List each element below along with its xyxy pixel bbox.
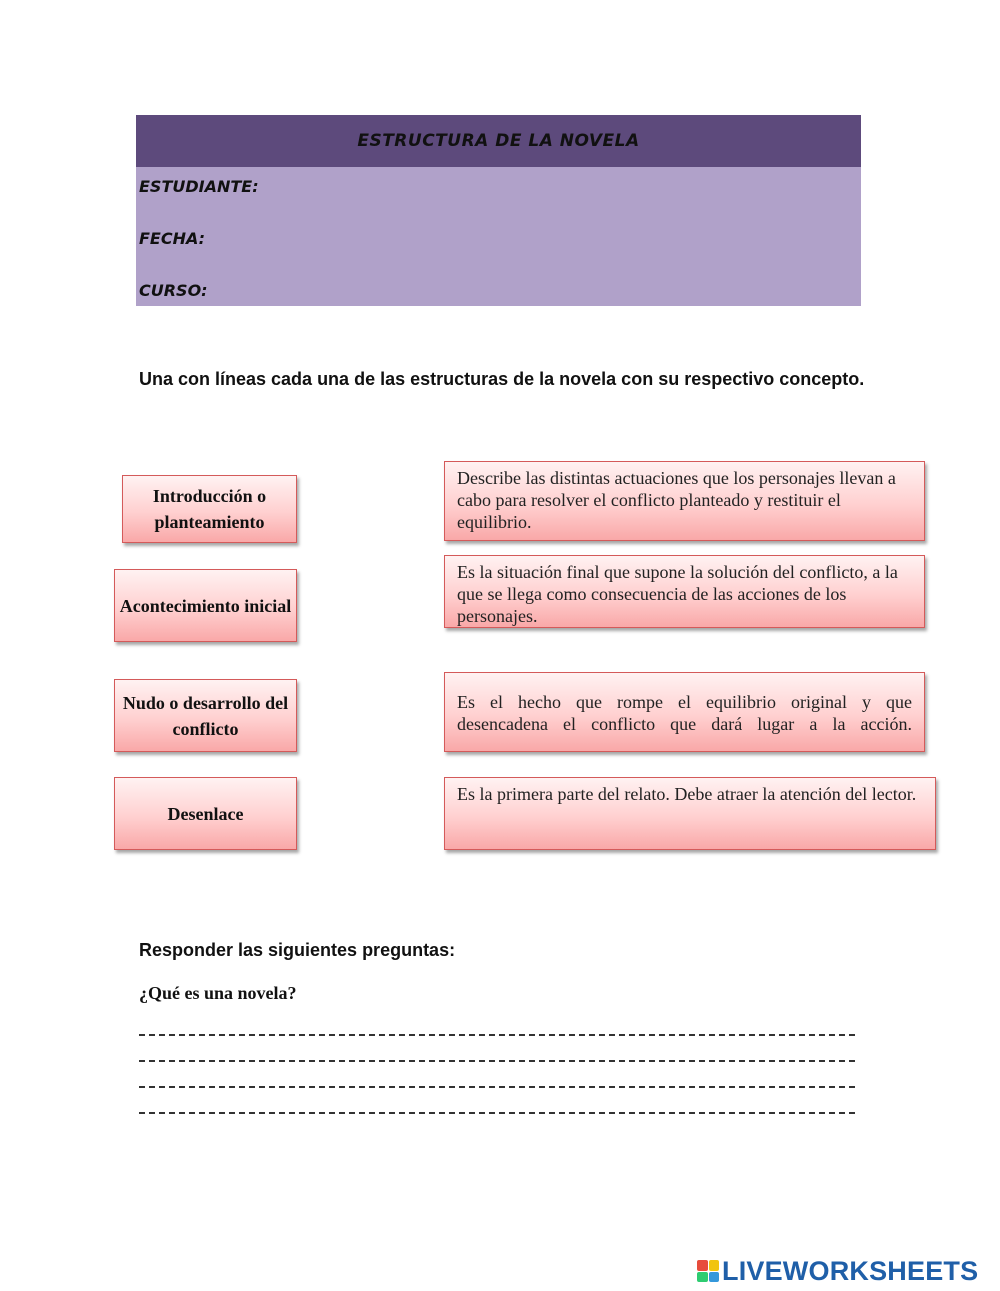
structure-box-desenlace[interactable]: Desenlace <box>114 777 297 850</box>
concept-box-2[interactable]: Es la situación final que supone la solución del conflicto, a la que se llega como consecuencia de las acciones de los personajes. <box>444 555 925 628</box>
answer-line-2[interactable] <box>139 1060 855 1062</box>
questions-header: Responder las siguientes preguntas: <box>139 940 456 960</box>
logo-text: LIVEWORKSHEETS <box>722 1255 979 1286</box>
structure-box-introduccion[interactable]: Introducción o planteamiento <box>122 475 297 543</box>
answer-line-1[interactable] <box>139 1034 855 1036</box>
answer-line-4[interactable] <box>139 1112 855 1114</box>
date-field[interactable]: FECHA: <box>139 229 206 248</box>
concept-box-3-text: Es el hecho que rompe el equilibrio original y que desencadena el conflicto que dará lugar a la acción. <box>457 692 912 734</box>
student-field[interactable]: ESTUDIANTE: <box>139 177 259 196</box>
concept-box-1[interactable]: Describe las distintas actuaciones que los personajes llevan a cabo para resolver el conflicto planteado y restituir el equilibrio. <box>444 461 925 541</box>
question-1: ¿Qué es una novela? <box>139 983 297 1003</box>
course-field[interactable]: CURSO: <box>139 281 208 300</box>
header-table <box>136 115 861 306</box>
concept-box-4[interactable]: Es la primera parte del relato. Debe atraer la atención del lector. <box>444 777 936 850</box>
logo-icon <box>697 1260 719 1282</box>
answer-line-3[interactable] <box>139 1086 855 1088</box>
structure-box-acontecimiento[interactable]: Acontecimiento inicial <box>114 569 297 642</box>
worksheet-title: ESTRUCTURA DE LA NOVELA <box>136 115 861 167</box>
student-info <box>136 167 861 306</box>
liveworksheets-logo[interactable] <box>697 1256 997 1286</box>
structure-box-nudo[interactable]: Nudo o desarrollo del conflicto <box>114 679 297 752</box>
instruction: Una con líneas cada una de las estructuras de la novela con su respectivo concepto. <box>139 369 865 389</box>
concept-box-3[interactable] <box>444 672 925 752</box>
